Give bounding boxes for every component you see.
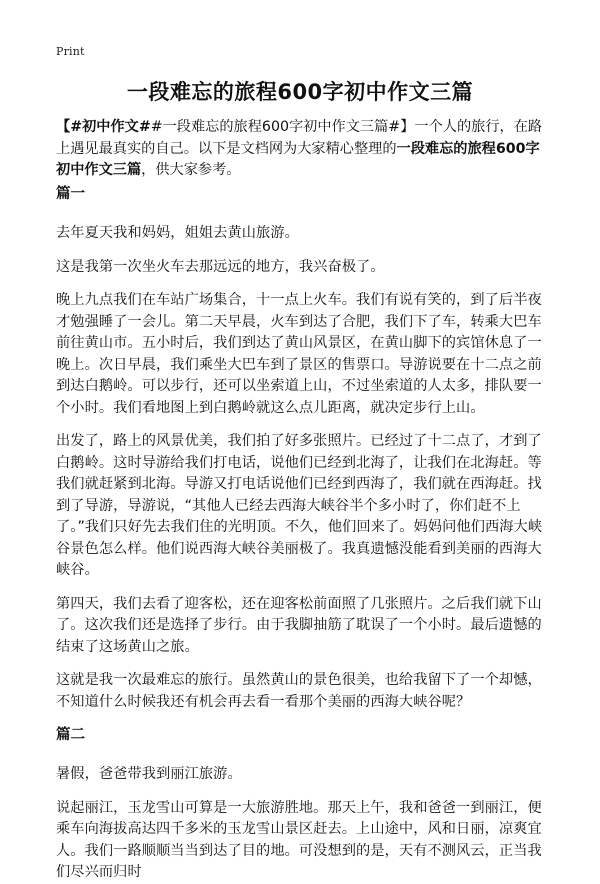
section-heading-1: 篇一 [56, 186, 85, 202]
intro-paragraph [56, 117, 548, 182]
intro-bold-title: 一段难忘的旅程600字初中作文三篇 [56, 140, 540, 178]
paragraph: 暑假，爸爸带我到丽江旅游。 [56, 766, 242, 782]
print-link[interactable]: Print [56, 45, 85, 58]
paragraph: 第四天，我们去看了迎客松，还在迎客松前面照了几张照片。之后我们就下山了。这次我们还是选择了步行。由于我脚抽筋了耽误了一个小时。最后遗憾的结束了这场黄山之旅。 [56, 595, 542, 655]
section-heading-2: 篇二 [56, 727, 85, 743]
article-body [56, 184, 548, 884]
paragraph: 去年夏天我和妈妈，姐姐去黄山旅游。 [56, 225, 299, 241]
intro-text-1: 一个人的旅行，在路上遇见最真实的自己。以下是文档网为大家精心整理的 [56, 119, 543, 157]
paragraph: 晚上九点我们在车站广场集合，十一点上火车。我们有说有笑的，到了后半夜才勉强睡了一会儿。第二天早晨，火车到达了合肥，我们下了车，转乘大巴车前往黄山市。五小时后，我们到达了黄山风景区，在黄山脚下的宾馆休息了一晚上。次日早晨，我们乘坐大巴车到了景区的售票口。导游说要在十二点之前到达白鹅岭。可以步行，还可以坐索道上山，不过坐索道的人太多，排队要一个小时。我们看地图上到白鹅岭就这么点儿距离，就决定步行上山。 [56, 292, 542, 416]
intro-text-2: ，供大家参考。 [141, 162, 241, 178]
intro-tag-rest: #一段难忘的旅程600字初中作文三篇#】 [150, 119, 415, 135]
page-title: 一段难忘的旅程600字初中作文三篇 [126, 80, 474, 104]
paragraph: 这是我第一次坐火车去那远远的地方，我兴奋极了。 [56, 258, 385, 275]
paragraph: 这就是我一次最难忘的旅行。虽然黄山的景色很美，也给我留下了一个却憾，不知道什么时候我还有机会再去看一看那个美丽的西海大峡谷呢？ [56, 672, 542, 710]
paragraph: 说起丽江，玉龙雪山可算是一大旅游胜地。那天上午，我和爸爸一到丽江，便乘车向海拔高达四千多米的玉龙雪山景区赶去。上山途中，风和日丽，凉爽宜人。我们一路顺顺当当到达了目的地。可没想到的是，天有不测风云，正当我们尽兴而归时 [56, 799, 542, 880]
paragraph: 出发了，路上的风景优美，我们拍了好多张照片。已经过了十二点了，才到了白鹅岭。这时导游给我们打电话，说他们已经到北海了，让我们在北海赶。等我们就赶紧到北海。导游又打电话说他们已经到西海了，我们就在西海赶。找到了导游，导游说，“其他人已经去西海大峡谷半个多小时了，你们赶不上了。”我们只好先去我们住的光明顶。不久，他们回来了。妈妈问他们西海大峡谷景色怎么样。他们说西海大峡谷美丽极了。我真遗憾没能看到美丽的西海大峡谷。 [56, 433, 543, 578]
intro-tag-prefix: 【#初中作文# [56, 119, 151, 135]
